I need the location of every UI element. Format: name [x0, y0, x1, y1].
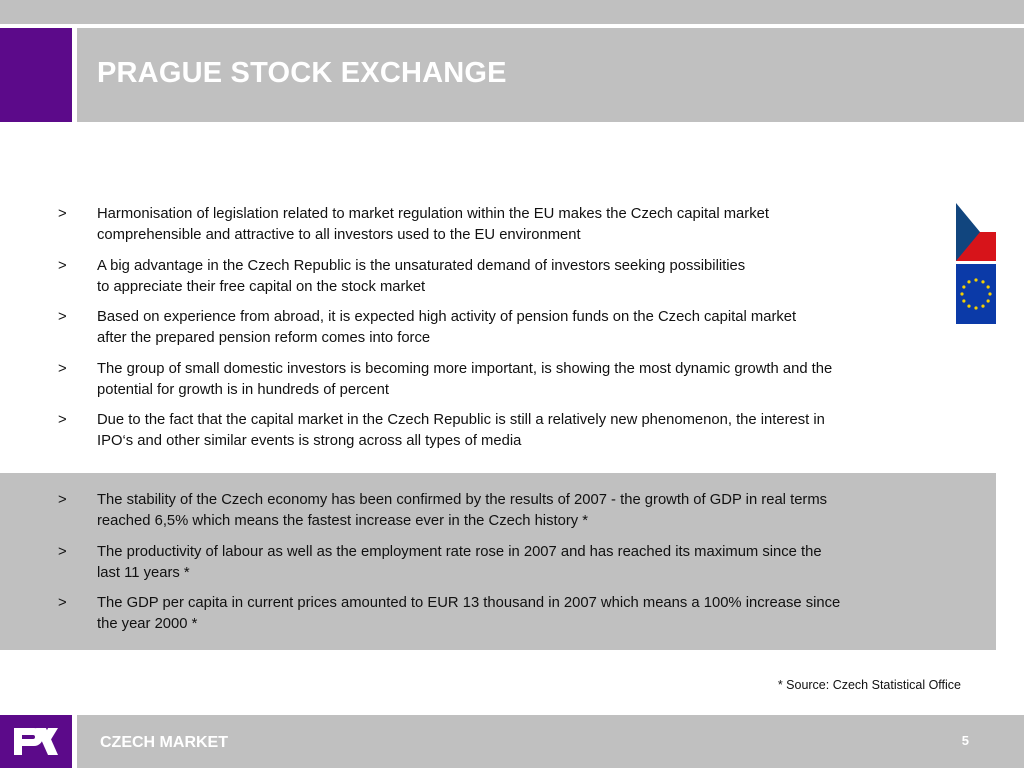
bullet-arrow-icon: >	[58, 543, 67, 560]
footer-section-label: CZECH MARKET	[100, 734, 228, 751]
list-item	[58, 542, 958, 584]
bullet-line: last 11 years *	[97, 564, 190, 581]
list-item	[58, 490, 958, 532]
px-logo-icon	[0, 715, 72, 768]
bullet-arrow-icon: >	[58, 595, 67, 611]
list-item	[58, 307, 958, 349]
eu-star-icon	[974, 278, 977, 281]
eu-star-icon	[981, 280, 984, 283]
bullet-arrow-icon: >	[58, 206, 67, 222]
bullet-line: the year 2000 *	[97, 616, 198, 632]
list-item	[58, 593, 958, 635]
source-note: * Source: Czech Statistical Office	[777, 678, 961, 692]
bullet-line: reached 6,5% which means the fastest increase ever in the Czech history *	[97, 513, 589, 529]
eu-star-icon	[987, 299, 990, 302]
flag-images	[956, 203, 996, 324]
czech-flag-icon	[956, 203, 996, 261]
bullet-line: The productivity of labour as well as the employment rate rose in 2007 and has reached its maximum since the	[97, 543, 822, 560]
list-item	[58, 410, 958, 452]
eu-star-icon	[967, 280, 970, 283]
flags	[956, 203, 996, 324]
eu-star-icon	[974, 306, 977, 309]
bullet-line: IPO‘s and other similar events is strong across all types of media	[97, 433, 522, 449]
eu-star-icon	[967, 305, 970, 308]
bullet-arrow-icon: >	[58, 412, 67, 428]
bullet-line: to appreciate their free capital on the stock market	[97, 278, 426, 295]
eu-flag-icon	[956, 264, 996, 324]
page-number: 5	[961, 733, 969, 748]
bullet-line: potential for growth is in hundreds of percent	[97, 381, 390, 398]
bullet-line: The GDP per capita in current prices amounted to EUR 13 thousand in 2007 which means a 100% increase since	[97, 595, 841, 611]
list-item	[58, 256, 958, 298]
eu-star-icon	[962, 299, 965, 302]
lower-bullet-list	[58, 490, 958, 645]
eu-star-icon	[960, 292, 963, 295]
bullet-line: Due to the fact that the capital market in the Czech Republic is still a relatively new phenomenon, the interest in	[97, 412, 825, 428]
title-bar	[77, 28, 1024, 122]
top-strip	[0, 0, 1024, 24]
eu-star-icon	[962, 285, 965, 288]
eu-star-icon	[987, 285, 990, 288]
bullet-line: comprehensible and attractive to all investors used to the EU environment	[97, 227, 581, 243]
bullet-arrow-icon: >	[58, 360, 67, 377]
bullet-line: The group of small domestic investors is becoming more important, is showing the most dynamic growth and the	[97, 360, 833, 377]
bullet-arrow-icon: >	[58, 492, 67, 508]
bullet-line: The stability of the Czech economy has been confirmed by the results of 2007 - the growth of GDP in real terms	[97, 492, 828, 508]
bullet-arrow-icon: >	[58, 257, 67, 274]
eu-star-icon	[988, 292, 991, 295]
list-item	[58, 204, 958, 246]
footer-logo-block	[0, 715, 72, 768]
bullet-line: Harmonisation of legislation related to market regulation within the EU makes the Czech capital market	[97, 206, 769, 222]
bullet-line: A big advantage in the Czech Republic is the unsaturated demand of investors seeking possibilities	[97, 257, 746, 274]
header-accent-block	[0, 28, 72, 122]
bullet-line: after the prepared pension reform comes into force	[97, 330, 431, 346]
footer-bar	[77, 715, 1024, 768]
bullet-arrow-icon: >	[58, 309, 67, 325]
upper-bullet-list	[58, 204, 958, 462]
list-item	[58, 359, 958, 401]
bullet-line: Based on experience from abroad, it is expected high activity of pension funds on the Czech capital market	[97, 309, 797, 325]
page-title: PRAGUE STOCK EXCHANGE	[97, 57, 507, 89]
eu-star-icon	[981, 305, 984, 308]
